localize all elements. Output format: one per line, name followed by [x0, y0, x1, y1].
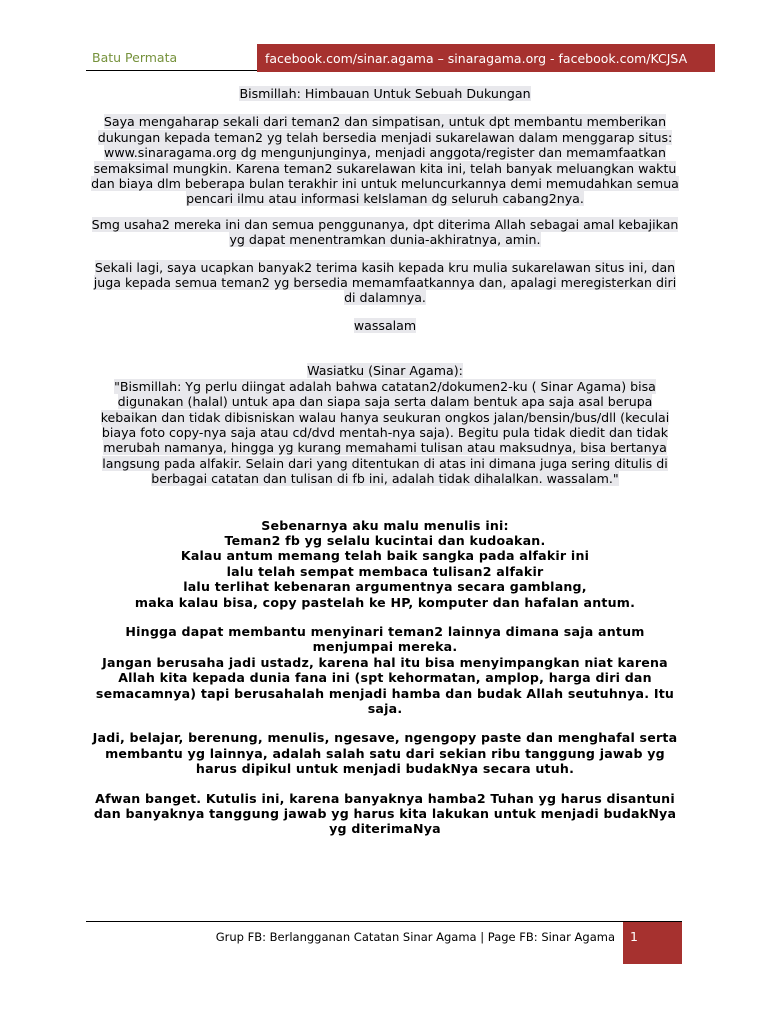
- poem-block: [90, 518, 680, 610]
- poem-line: maka kalau bisa, copy pastelah ke HP, komputer dan hafalan antum.: [134, 594, 636, 610]
- wasiat-heading: Wasiatku (Sinar Agama):: [307, 363, 463, 379]
- document-header-title: Batu Permata: [92, 50, 178, 65]
- paragraph-help-others: Hingga dapat membantu menyinari teman2 lainnya dimana saja antum menjumpai mereka.: [125, 623, 645, 655]
- paragraph-responsibilities: Jadi, belajar, berenung, menulis, ngesave, ngengopy paste dan menghafal serta membantu yg lainnya, adalah salah satu dari sekian ribu tanggung jawab yg harus dipikul untuk menjadi budakNya secara utuh.: [92, 730, 678, 777]
- paragraph-wassalam: wassalam: [353, 317, 417, 333]
- paragraph-apology: Afwan banget. Kutulis ini, karena banyaknya hamba2 Tuhan yg harus disantuni dan banyaknya tanggung jawab yg harus kita lakukan untuk menjadi budakNya yg diterimaNya: [93, 790, 677, 837]
- footer-text: Grup FB: Berlangganan Catatan Sinar Agama | Page FB: Sinar Agama: [215, 930, 615, 944]
- footer-divider: [86, 921, 682, 922]
- document-title: Bismillah: Himbauan Untuk Sebuah Dukungan: [239, 86, 531, 101]
- page-number: 1: [623, 922, 682, 964]
- document-body: [90, 83, 680, 837]
- paragraph-not-ustadz: Jangan berusaha jadi ustadz, karena hal itu bisa menyimpangkan niat karena Allah kita kepada dunia fana ini (spt kehormatan, amplop, harga diri dan semacamnya) tapi berusahalah menjadi hamba dan budak Allah seutuhnya. Itu saja.: [95, 654, 675, 716]
- paragraph-support-request: Saya mengaharap sekali dari teman2 dan simpatisan, untuk dpt membantu memberikan dukungan kepada teman2 yg telah bersedia menjadi sukarelawan dalam menggarap situs: www.sinaragama.org dg mengunjunginya, menjadi anggota/register dan memamfaatkan semaksimal mungkin. Karena teman2 sukarelawan kita ini, telah banyak meluangkan waktu dan biaya dlm beberapa bulan terakhir ini untuk meluncurkannya demi memudahkan semua pencari ilmu atau informasi keIslaman dg seluruh cabang2nya.: [91, 114, 679, 207]
- poem-line: Teman2 fb yg selalu kucintai dan kudoakan.: [224, 532, 546, 548]
- paragraph-prayer: Smg usaha2 mereka ini dan semua penggunanya, dpt diterima Allah sebagai amal kebajikan yg dapat menentramkan dunia-akhiratnya, amin.: [91, 216, 679, 248]
- poem-line: Sebenarnya aku malu menulis ini:: [261, 517, 509, 533]
- poem-line: lalu terlihat kebenaran argumentnya secara gamblang,: [183, 579, 587, 595]
- header-divider: [86, 70, 258, 71]
- paragraph-thanks: Sekali lagi, saya ucapkan banyak2 terima kasih kepada kru mulia sukarelawan situs ini, dan juga kepada semua teman2 yg bersedia memamfaatkannya dan, apalagi meregisterkan diri di dalamnya.: [93, 259, 677, 306]
- wasiat-body: "Bismillah: Yg perlu diingat adalah bahwa catatan2/dokumen2-ku ( Sinar Agama) bisa digunakan (halal) untuk apa dan siapa saja serta dalam bentuk apa saja asal berupa kebaikan dan tidak dibisniskan walau hanya seukuran ongkos jalan/bensin/bus/dll (keculai biaya foto copy-nya saja atau cd/dvd mentah-nya saja). Begitu pula tidak diedit dan tidak merubah namanya, hingga yg kurang memahami tulisan atau maksudnya, bisa bertanya langsung pada alfakir. Selain dari yang ditentukan di atas ini dimana juga sering ditulis di berbagai catatan dan tulisan di fb ini, adalah tidak dihalalkan. wassalam.": [100, 378, 670, 487]
- poem-line: Kalau antum memang telah baik sangka pada alfakir ini: [180, 548, 590, 564]
- header-links-banner: facebook.com/sinar.agama – sinaragama.org - facebook.com/KCJSA: [257, 44, 715, 72]
- poem-line: lalu telah sempat membaca tulisan2 alfakir: [226, 563, 544, 579]
